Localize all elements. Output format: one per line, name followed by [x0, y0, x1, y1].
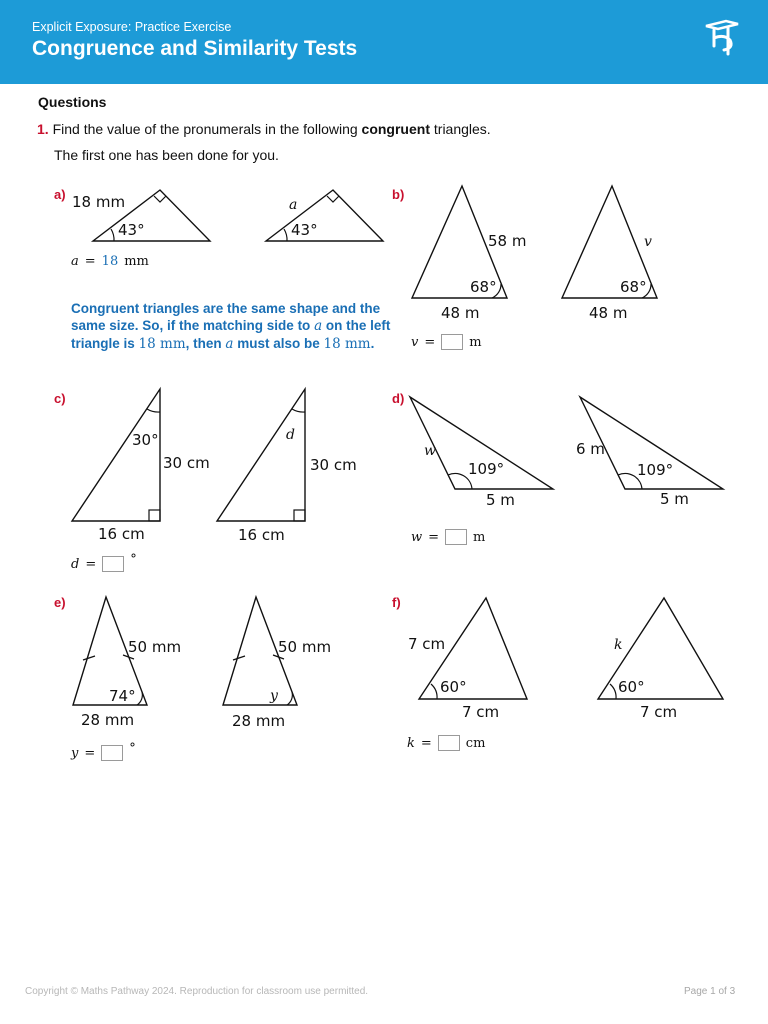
part-c-label: c) — [54, 391, 66, 406]
part-b-answer — [411, 334, 482, 350]
part-a-figure — [60, 180, 400, 250]
part-d-left-base-label: 5 m — [486, 491, 515, 509]
part-b-figure — [400, 180, 730, 325]
footer-copyright: Copyright © Maths Pathway 2024. Reproduction for classroom use permitted. — [25, 986, 369, 997]
header-banner — [0, 0, 768, 84]
part-a-left-angle-label: 43° — [118, 221, 145, 239]
part-c-answer-var: d — [71, 556, 80, 572]
part-a-label: a) — [54, 187, 66, 202]
part-b-label: b) — [392, 187, 405, 202]
questions-heading: Questions — [38, 94, 107, 110]
part-d-left-side-label: w — [424, 443, 436, 459]
part-e-left-angle-label: 74° — [109, 687, 136, 705]
explanation-text: , then — [185, 336, 222, 351]
part-b-answer-var: v — [411, 334, 419, 350]
explanation-var: a — [225, 336, 234, 352]
explanation-value: 18 mm — [138, 336, 186, 352]
question-1-note: The first one has been done for you. — [54, 147, 279, 163]
part-a-answer-var: a — [71, 254, 79, 269]
question-1-text — [37, 121, 491, 137]
part-c-left-side-label: 30 cm — [163, 454, 210, 472]
part-f-right-side-label: k — [614, 637, 623, 653]
explanation-text: on the left triangle is — [71, 318, 391, 351]
part-d-answer-var: w — [411, 529, 423, 545]
part-c-answer-box[interactable] — [102, 556, 124, 572]
part-b-answer-unit: m — [469, 334, 482, 350]
part-a-answer-value: 18 — [101, 254, 119, 269]
part-e-right-base-label: 28 mm — [232, 712, 286, 730]
part-f-answer-box[interactable] — [438, 735, 460, 751]
part-d-right-angle-label: 109° — [637, 461, 674, 479]
part-c-left-base-label: 16 cm — [98, 525, 145, 543]
part-b-answer-box[interactable] — [441, 334, 463, 350]
part-d-right-base-label: 5 m — [660, 490, 689, 508]
part-f-answer-var: k — [407, 735, 415, 751]
part-f-left-base-label: 7 cm — [462, 703, 500, 721]
part-f-answer — [407, 735, 485, 751]
part-c-figure — [60, 385, 380, 550]
part-f-answer-unit: cm — [465, 735, 486, 751]
part-f-answer-eq: = — [420, 735, 432, 751]
part-e-answer-unit: ° — [129, 740, 136, 756]
part-b-right-base-label: 48 m — [589, 304, 628, 322]
part-d-answer — [411, 529, 485, 545]
part-b-left-side-label: 58 m — [488, 232, 527, 250]
part-e-left-base-label: 28 mm — [81, 711, 135, 729]
part-a-explanation — [71, 300, 391, 353]
part-f-right-base-label: 7 cm — [640, 703, 678, 721]
page-title: Congruence and Similarity Tests — [32, 37, 358, 60]
part-e-right-side-label: 50 mm — [278, 638, 332, 656]
part-f-right-angle-label: 60° — [618, 678, 645, 696]
part-e-answer-eq: = — [84, 745, 96, 761]
part-a-right-side-label: a — [289, 197, 298, 213]
maths-pathway-logo-icon — [700, 18, 744, 66]
part-c-answer-unit: ° — [130, 551, 137, 567]
part-c-answer-eq: = — [85, 556, 97, 572]
header-subtitle: Explicit Exposure: Practice Exercise — [32, 20, 232, 34]
part-b-answer-eq: = — [424, 334, 436, 350]
part-d-right-side-label: 6 m — [576, 440, 605, 458]
part-d-figure — [400, 385, 730, 515]
explanation-text: must also be — [237, 336, 320, 351]
part-c-right-side-label: 30 cm — [310, 456, 357, 474]
question-number: 1. — [37, 121, 49, 137]
part-e-answer-var: y — [71, 745, 79, 761]
part-c-right-angle-label: d — [286, 427, 295, 443]
part-d-answer-box[interactable] — [445, 529, 467, 545]
part-b-left-angle-label: 68° — [470, 278, 497, 296]
part-a-answer-unit: mm — [124, 254, 149, 269]
part-f-left-angle-label: 60° — [440, 678, 467, 696]
question-text-bold: congruent — [361, 121, 430, 137]
part-f-figure — [400, 590, 730, 725]
part-b-right-side-label: v — [644, 234, 652, 250]
part-c-right-base-label: 16 cm — [238, 526, 285, 544]
explanation-text: Congruent triangles are the same shape and the same size. So, if the matching side to — [71, 301, 381, 333]
part-e-figure — [60, 590, 380, 735]
part-e-right-angle-label: y — [270, 688, 278, 704]
part-c-answer — [71, 551, 137, 572]
footer-page-number: Page 1 of 3 — [684, 986, 736, 997]
part-d-answer-eq: = — [428, 529, 440, 545]
part-d-left-angle-label: 109° — [468, 460, 505, 478]
part-d-answer-unit: m — [473, 529, 486, 545]
question-text-start: Find the value of the pronumerals in the following — [52, 121, 358, 137]
part-f-left-side-label: 7 cm — [408, 635, 446, 653]
part-c-left-angle-label: 30° — [132, 431, 159, 449]
part-a-right-angle-label: 43° — [291, 221, 318, 239]
part-a-answer-eq: = — [84, 254, 96, 269]
part-f-label: f) — [392, 595, 401, 610]
part-b-right-angle-label: 68° — [620, 278, 647, 296]
explanation-text: . — [370, 336, 375, 351]
part-e-label: e) — [54, 595, 66, 610]
part-e-answer — [71, 740, 136, 761]
explanation-value: 18 mm — [323, 336, 371, 352]
part-d-label: d) — [392, 391, 405, 406]
question-text-end: triangles. — [433, 121, 491, 137]
part-b-left-base-label: 48 m — [441, 304, 480, 322]
part-a-answer — [71, 254, 149, 269]
part-a-left-side-label: 18 mm — [72, 193, 126, 211]
part-e-answer-box[interactable] — [101, 745, 123, 761]
explanation-var: a — [314, 318, 323, 334]
part-e-left-side-label: 50 mm — [128, 638, 182, 656]
